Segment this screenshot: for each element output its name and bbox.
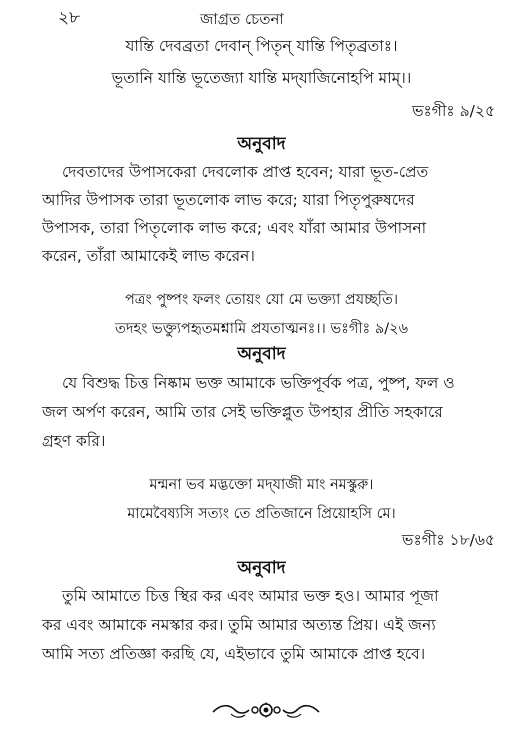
- verse3-reference: ভঃগীঃ ১৮/৬৫: [401, 531, 495, 549]
- verse3-line-2: মামেবৈষ্যসি সত্যং তে প্রতিজানে প্রিয়োহসি মে।: [127, 506, 396, 522]
- verse1-line-2: ভূতানি যান্তি ভূতেজ্যা যান্তি মদ্‌যাজিনোহপি মাম্।।: [111, 69, 412, 87]
- translation2-line-3: গ্রহণ করি।: [42, 432, 106, 450]
- verse2-line-2: তদহং ভক্ত্যুপহৃতমশ্নামি প্রযতাত্মনঃ।। ভঃগীঃ ৯/২৬: [114, 321, 409, 337]
- translation1-heading: অনুবাদ: [237, 134, 286, 154]
- translation1-line-4: করেন, তাঁরা আমাকেই লাভ করেন।: [42, 247, 255, 265]
- translation2-line-1: যে বিশুদ্ধ চিত্ত নিষ্কাম ভক্ত আমাকে ভক্তিপূর্বক পত্র, পুষ্প, ফল ও: [62, 374, 455, 392]
- translation3-line-3: আমি সত্য প্রতিজ্ঞা করছি যে, এইভাবে তুমি আমাকে প্রাপ্ত হবে।: [42, 645, 426, 663]
- translation1-line-1: দেবতাদের উপাসকেরা দেবলোক প্রাপ্ত হবেন; যারা ভূত-প্রেত: [62, 163, 429, 181]
- translation2-line-2: জল অর্পণ করেন, আমি তার সেই ভক্তিপ্লুত উপহার প্রীতি সহকারে: [42, 403, 443, 421]
- decorative-flourish-icon: [211, 700, 321, 720]
- running-title: জাগ্রত চেতনা: [200, 10, 284, 28]
- verse1-line-1: যান্তি দেবব্রতা দেবান্ পিতৃন্ যান্তি পিতৃব্রতাঃ।: [125, 37, 398, 55]
- translation3-line-2: কর এবং আমাকে নমস্কার কর। তুমি আমার অত্যন্ত প্রিয়। এই জন্য: [42, 616, 436, 634]
- verse2-line-1: পত্রং পুষ্পং ফলং তোয়ং যো মে ভক্ত্যা প্রযচ্ছতি।: [124, 292, 399, 308]
- translation3-heading: অনুবাদ: [237, 558, 286, 578]
- translation3-line-1: তুমি আমাতে চিত্ত স্থির কর এবং আমার ভক্ত হও। আমার পূজা: [62, 587, 439, 605]
- translation1-line-2: আদির উপাসক তারা ভূতলোক লাভ করে; যারা পিতৃপুরুষদের: [42, 191, 415, 209]
- verse3-line-1: মন্মনা ভব মদ্ভক্তো মদ্‌যাজী মাং নমস্কুরু।: [149, 477, 374, 493]
- page-number: ২৮: [58, 8, 81, 28]
- translation2-heading: অনুবাদ: [237, 344, 286, 364]
- translation1-line-3: উপাসক, তারা পিতৃলোক লাভ করে; এবং যাঁরা আমার উপাসনা: [42, 219, 427, 237]
- verse1-reference: ভঃগীঃ ৯/২৫: [411, 102, 495, 120]
